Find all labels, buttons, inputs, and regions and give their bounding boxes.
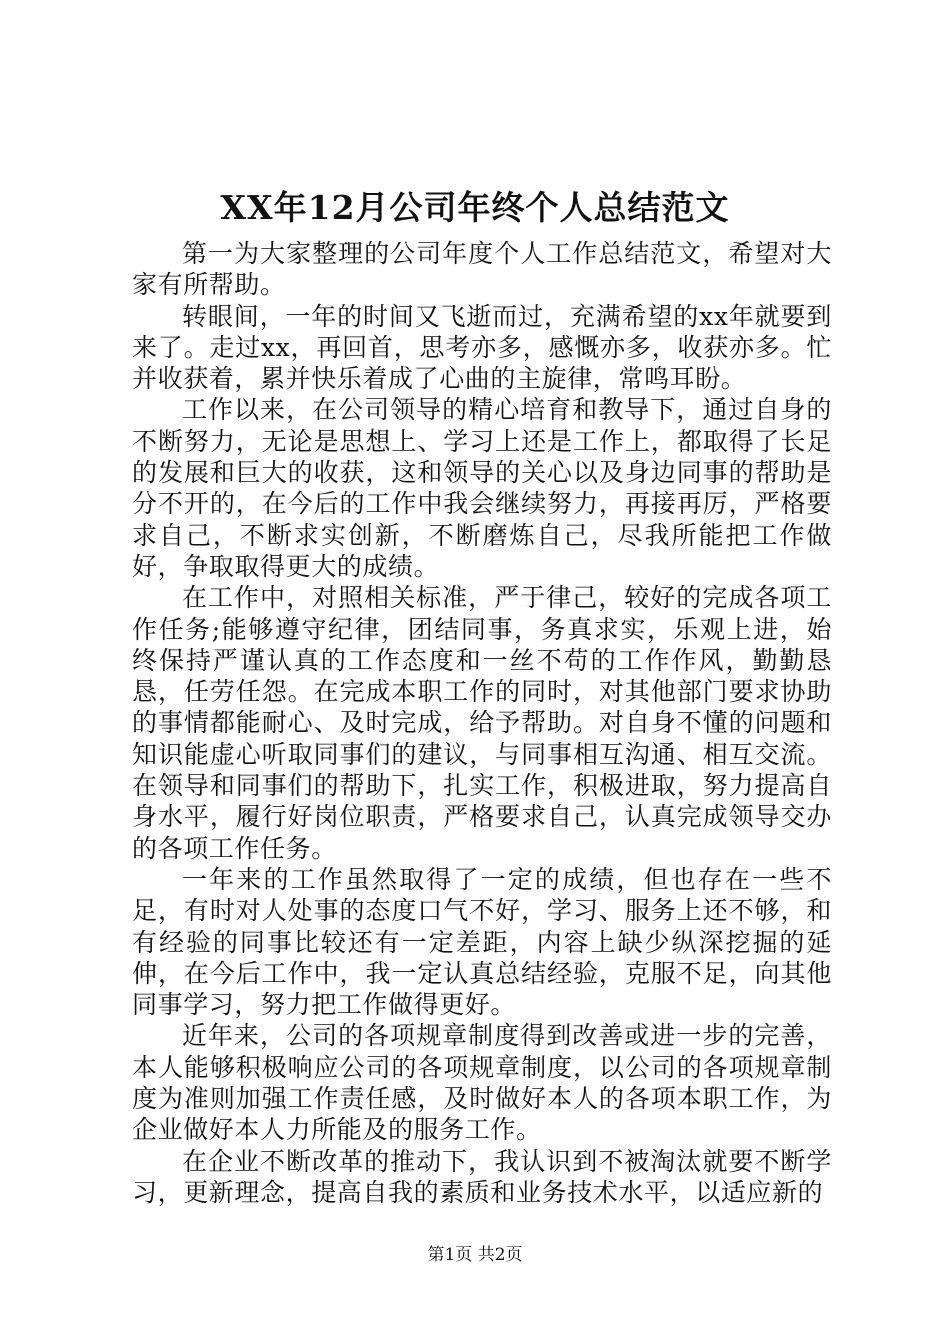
paragraph-3: 工作以来，在公司领导的精心培育和教导下，通过自身的不断努力，无论是思想上、学习上还是工作上，都取得了长足的发展和巨大的收获，这和领导的关心以及身边同事的帮助是分不开的，在今后的工作中我会继续努力，再接再厉，严格要求自己，不断求实创新，不断磨炼自己，尽我所能把工作做好，争取取得更大的成绩。 xyxy=(132,395,832,581)
paragraph-4: 在工作中，对照相关标准，严于律己，较好的完成各项工作任务;能够遵守纪律，团结同事，务真求实，乐观上进，始终保持严谨认真的工作态度和一丝不苟的工作作风，勤勤恳恳，任劳任怨。在完成本职工作的同时，对其他部门要求协助的事情都能耐心、及时完成，给予帮助。对自身不懂的问题和知识能虚心听取同事们的建议，与同事相互沟通、相互交流。在领导和同事们的帮助下，扎实工作，积极进取，努力提高自身水平，履行好岗位职责，严格要求自己，认真完成领导交办的各项工作任务。 xyxy=(132,583,832,863)
paragraph-1: 第一为大家整理的公司年度个人工作总结范文，希望对大家有所帮助。 xyxy=(132,239,832,300)
page-number-footer: 第1页 共2页 xyxy=(427,1245,523,1265)
document-title: XX年12月公司年终个人总结范文 xyxy=(220,188,730,227)
paragraph-6: 近年来，公司的各项规章制度得到改善或进一步的完善，本人能够积极响应公司的各项规章制度，以公司的各项规章制度为准则加强工作责任感，及时做好本人的各项本职工作，为企业做好本人力所能及的服务工作。 xyxy=(132,1021,832,1145)
paragraph-2: 转眼间，一年的时间又飞逝而过，充满希望的xx年就要到来了。走过xx，再回首，思考亦多，感慨亦多，收获亦多。忙并收获着，累并快乐着成了心曲的主旋律，常鸣耳盼。 xyxy=(132,301,832,394)
document-body xyxy=(132,238,832,1208)
paragraph-7: 在企业不断改革的推动下，我认识到不被淘汰就要不断学习，更新理念，提高自我的素质和业务技术水平，以适应新的 xyxy=(132,1146,832,1207)
paragraph-5: 一年来的工作虽然取得了一定的成绩，但也存在一些不足，有时对人处事的态度口气不好，学习、服务上还不够，和有经验的同事比较还有一定差距，内容上缺少纵深挖掘的延伸，在今后工作中，我一定认真总结经验，克服不足，向其他同事学习，努力把工作做得更好。 xyxy=(132,864,832,1020)
